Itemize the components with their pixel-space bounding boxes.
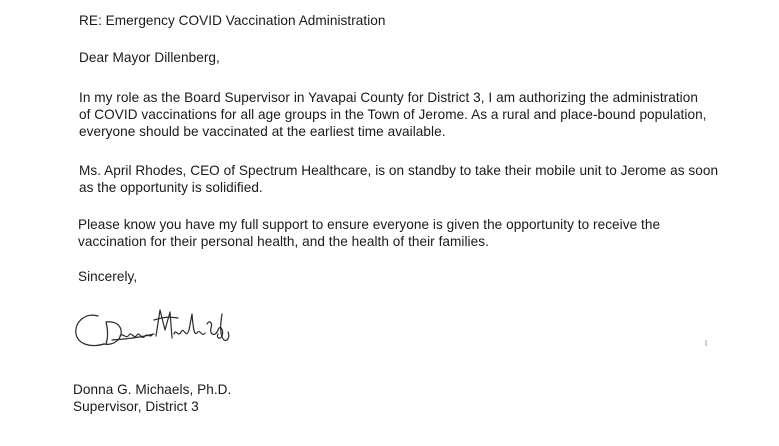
signer-name: Donna G. Michaels, Ph.D. — [73, 382, 232, 397]
paragraph-2-line: as the opportunity is solidified. — [79, 180, 263, 195]
paragraph-1-line: of COVID vaccinations for all age groups in the Town of Jerome. As a rural and place-bound population, — [79, 107, 707, 122]
scan-artifact-mark — [705, 340, 707, 346]
closing: Sincerely, — [78, 269, 138, 284]
paragraph-1-line: In my role as the Board Supervisor in Yavapai County for District 3, I am authorizing the administration — [79, 90, 698, 105]
paragraph-3-line: Please know you have my full support to ensure everyone is given the opportunity to receive the — [78, 217, 661, 232]
paragraph-2-line: Ms. April Rhodes, CEO of Spectrum Healthcare, is on standby to take their mobile unit to Jerome as soon — [79, 163, 719, 178]
paragraph-3-line: vaccination for their personal health, and the health of their families. — [78, 234, 489, 249]
subject-line: RE: Emergency COVID Vaccination Administration — [79, 13, 386, 28]
paragraph-1-line: everyone should be vaccinated at the earliest time available. — [79, 124, 446, 139]
handwritten-signature — [68, 300, 248, 362]
signer-title: Supervisor, District 3 — [73, 399, 199, 414]
salutation: Dear Mayor Dillenberg, — [79, 50, 220, 65]
